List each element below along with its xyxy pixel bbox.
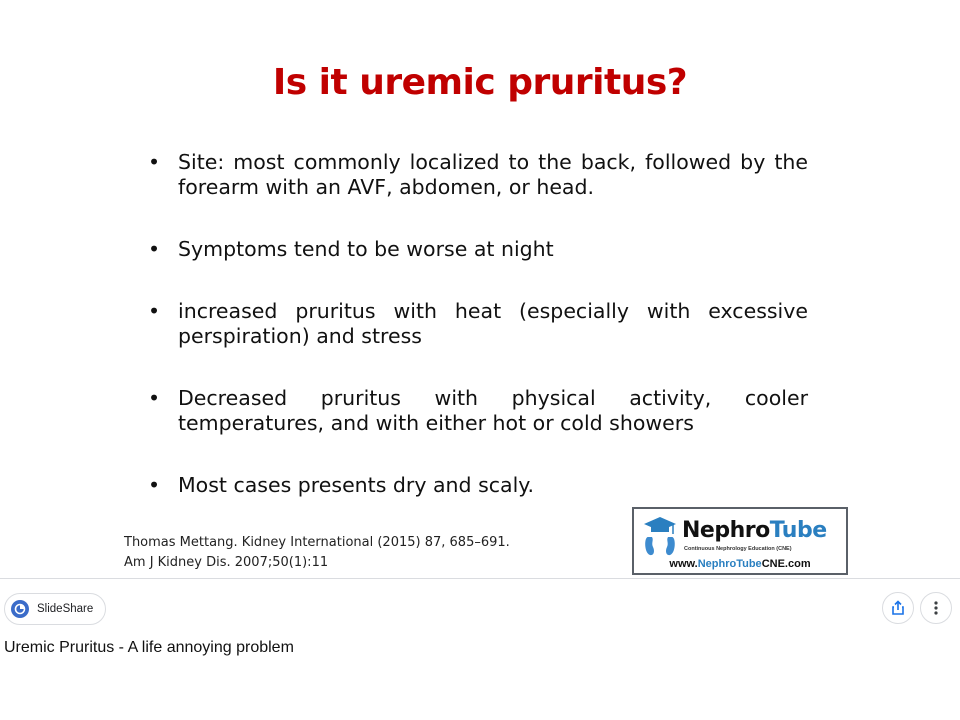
slide-title: Is it uremic pruritus? xyxy=(272,62,688,103)
share-button[interactable] xyxy=(882,592,914,624)
logo-url xyxy=(634,558,846,570)
source-label: SlideShare xyxy=(37,603,94,615)
bullet-text: Most cases presents dry and scaly. xyxy=(178,473,535,497)
logo-name-part: Nephro xyxy=(682,518,770,543)
image-caption[interactable]: Uremic Pruritus - A life annoying problem xyxy=(4,639,294,656)
bullet-item xyxy=(148,237,808,262)
bullet-text: Site: most commonly localized to the back, followed by the forearm with an AVF, abdomen, or head. xyxy=(178,150,808,199)
logo-name xyxy=(682,518,827,543)
graduation-kidney-icon xyxy=(642,515,678,559)
more-options-button[interactable] xyxy=(920,592,952,624)
bullet-text: Decreased pruritus with physical activity, cooler temperatures, and with either hot or cold showers xyxy=(178,386,808,435)
logo-url-part: NephroTube xyxy=(697,558,762,570)
bullet-marker: • xyxy=(148,386,161,410)
logo-url-part: www. xyxy=(669,558,698,570)
bullet-item xyxy=(148,386,808,436)
logo-tagline: Continuous Nephrology Education (CNE) xyxy=(684,546,792,552)
bullet-marker: • xyxy=(148,237,161,261)
divider xyxy=(0,578,960,579)
bullet-marker: • xyxy=(148,150,161,174)
slideshare-icon xyxy=(11,600,29,618)
bullet-item xyxy=(148,150,808,200)
bullet-text: increased pruritus with heat (especially with excessive perspiration) and stress xyxy=(178,299,808,348)
logo-url-part: CNE xyxy=(761,558,785,570)
bullet-item xyxy=(148,299,808,349)
bullet-marker: • xyxy=(148,299,161,323)
source-chip[interactable] xyxy=(4,593,106,625)
logo-url-part: .com xyxy=(784,558,811,570)
bullet-list xyxy=(148,150,808,498)
bullet-marker: • xyxy=(148,473,161,497)
reference-line: Thomas Mettang. Kidney International (2015) 87, 685–691. xyxy=(124,535,510,550)
bullet-item xyxy=(148,473,808,498)
logo-name-part: Tube xyxy=(769,518,827,543)
references xyxy=(124,533,510,573)
more-vertical-icon xyxy=(928,600,944,616)
share-icon xyxy=(890,600,906,616)
reference-line: Am J Kidney Dis. 2007;50(1):11 xyxy=(124,555,329,570)
nephrotube-logo xyxy=(632,507,848,575)
bullet-text: Symptoms tend to be worse at night xyxy=(178,237,554,261)
